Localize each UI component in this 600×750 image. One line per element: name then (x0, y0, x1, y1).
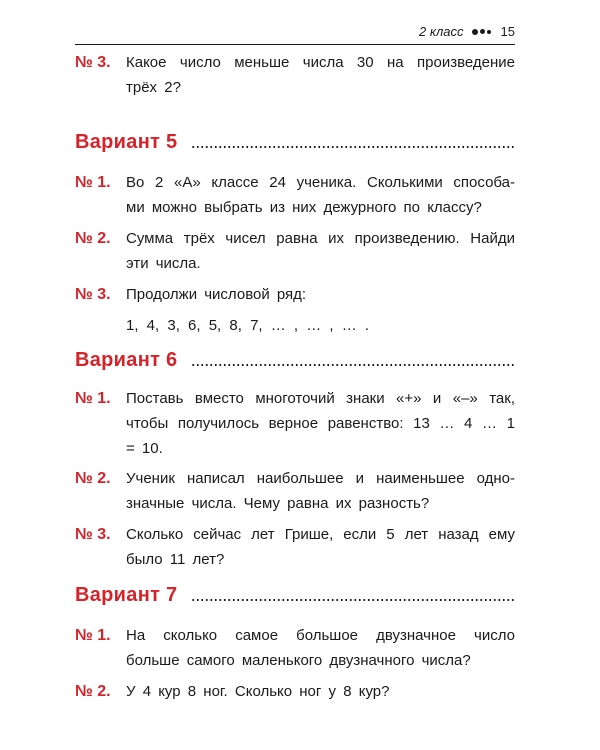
problem-line: эти числа. (126, 255, 201, 272)
variant-6-problem-1 (75, 386, 515, 461)
dotted-leader (191, 146, 515, 148)
dots-ornament-icon (472, 29, 493, 35)
variant-title: Вариант 6 (75, 349, 178, 371)
dotted-leader (191, 599, 515, 601)
problem-line: было 11 лет? (126, 551, 225, 568)
variant-5-problem-1 (75, 170, 515, 220)
running-header (75, 22, 515, 45)
grade-label: 2 класс (418, 24, 464, 39)
variant-title: Вариант 5 (75, 131, 178, 153)
dot-icon (472, 29, 478, 35)
problem-text (126, 623, 515, 673)
problem-line: Во 2 «А» классе 24 ученика. Сколькими способа- (126, 174, 515, 191)
problem-text (126, 170, 515, 220)
problem-line: У 4 кур 8 ног. Сколько ног у 8 кур? (126, 683, 390, 700)
variant-5-problem-2 (75, 226, 515, 276)
problem-line: Сколько сейчас лет Грише, если 5 лет назад ему (126, 526, 515, 543)
dot-icon (480, 29, 485, 34)
number-sequence: 1, 4, 3, 6, 5, 8, 7, … , … , … . (126, 317, 370, 334)
problem-line: значные числа. Чему равна их разность? (126, 495, 430, 512)
problem-text (126, 522, 515, 572)
problem-number: № 2. (75, 470, 111, 487)
problem-line: Поставь вместо многоточий знаки «+» и «–» так, (126, 390, 515, 407)
problem-number: № 3. (75, 54, 111, 71)
problem-number: № 1. (75, 627, 111, 644)
variant-6-heading (75, 343, 515, 373)
variant-5-heading (75, 125, 515, 155)
variant-7-problem-1 (75, 623, 515, 673)
problem-number: № 1. (75, 174, 111, 191)
problem-line: = 10. (126, 440, 163, 457)
problem-line: Сумма трёх чисел равна их произведению. Найди (126, 230, 515, 247)
problem-text (126, 679, 515, 704)
problem-line: трёх 2? (126, 79, 181, 96)
problem-line: ми можно выбрать из них дежурного по классу? (126, 199, 482, 216)
problem-line: На сколько самое большое двузначное число (126, 627, 515, 644)
problem-text (126, 282, 515, 307)
page-number: 15 (500, 24, 515, 39)
problem-number: № 2. (75, 683, 111, 700)
problem-number: № 3. (75, 526, 111, 543)
problem-line: чтобы получилось верное равенство: 13 … 4 … 1 (126, 415, 515, 432)
problem-top-3 (75, 50, 515, 100)
dot-icon (487, 30, 491, 34)
problem-text (126, 386, 515, 461)
dotted-leader (191, 364, 515, 366)
problem-text (126, 226, 515, 276)
header-right (419, 24, 515, 39)
problem-line: Какое число меньше числа 30 на произведение (126, 54, 515, 71)
variant-6-problem-3 (75, 522, 515, 572)
problem-text (126, 50, 515, 100)
variant-title: Вариант 7 (75, 584, 178, 606)
problem-number: № 3. (75, 286, 111, 303)
variant-6-problem-2 (75, 466, 515, 516)
problem-line: Продолжи числовой ряд: (126, 286, 307, 303)
variant-7-heading (75, 578, 515, 608)
variant-5-problem-3 (75, 282, 515, 338)
problem-number: № 1. (75, 390, 111, 407)
problem-text (126, 466, 515, 516)
problem-line: Ученик написал наибольшее и наименьшее одно- (126, 470, 515, 487)
problem-line: больше самого маленького двузначного числа? (126, 652, 471, 669)
variant-7-problem-2 (75, 679, 515, 704)
problem-number: № 2. (75, 230, 111, 247)
